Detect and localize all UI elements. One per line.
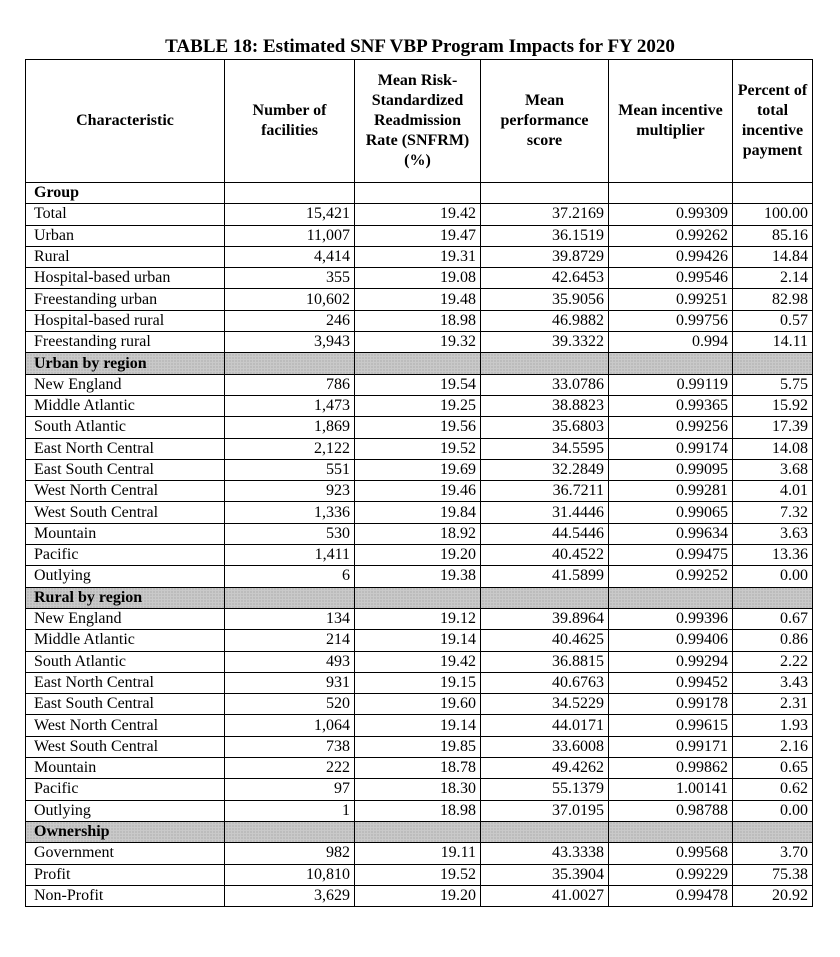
cell-facilities: 222 (225, 758, 355, 779)
cell-performance-score: 36.8815 (481, 651, 609, 672)
cell-characteristic: Mountain (26, 523, 225, 544)
table-row (26, 843, 813, 864)
cell-percent-payment: 3.43 (733, 672, 813, 693)
cell-incentive-multiplier: 0.99426 (609, 246, 733, 267)
cell-facilities: 551 (225, 459, 355, 480)
empty-cell (225, 587, 355, 608)
cell-snfrm: 18.98 (355, 310, 481, 331)
cell-performance-score: 41.5899 (481, 566, 609, 587)
cell-facilities: 1,336 (225, 502, 355, 523)
header-characteristic: Characteristic (26, 60, 225, 183)
cell-performance-score: 43.3338 (481, 843, 609, 864)
cell-facilities: 214 (225, 630, 355, 651)
cell-performance-score: 32.2849 (481, 459, 609, 480)
cell-snfrm: 19.08 (355, 268, 481, 289)
table-row (26, 758, 813, 779)
cell-performance-score: 37.2169 (481, 204, 609, 225)
cell-performance-score: 39.3322 (481, 332, 609, 353)
cell-performance-score: 36.7211 (481, 481, 609, 502)
cell-incentive-multiplier: 0.99119 (609, 374, 733, 395)
cell-characteristic: West South Central (26, 736, 225, 757)
empty-cell (481, 821, 609, 842)
empty-cell (355, 183, 481, 204)
cell-percent-payment: 4.01 (733, 481, 813, 502)
cell-incentive-multiplier: 0.99252 (609, 566, 733, 587)
cell-percent-payment: 14.08 (733, 438, 813, 459)
cell-characteristic: Government (26, 843, 225, 864)
cell-snfrm: 19.32 (355, 332, 481, 353)
cell-incentive-multiplier: 0.99452 (609, 672, 733, 693)
table-row (26, 459, 813, 480)
cell-characteristic: New England (26, 374, 225, 395)
cell-incentive-multiplier: 0.99065 (609, 502, 733, 523)
cell-incentive-multiplier: 0.99229 (609, 864, 733, 885)
cell-snfrm: 19.54 (355, 374, 481, 395)
cell-percent-payment: 1.93 (733, 715, 813, 736)
cell-performance-score: 35.6803 (481, 417, 609, 438)
cell-incentive-multiplier: 0.994 (609, 332, 733, 353)
empty-cell (733, 353, 813, 374)
cell-incentive-multiplier: 0.99475 (609, 545, 733, 566)
cell-characteristic: New England (26, 608, 225, 629)
cell-characteristic: East South Central (26, 459, 225, 480)
cell-facilities: 1,064 (225, 715, 355, 736)
header-number-of-facilities: Number of facilities (225, 60, 355, 183)
cell-incentive-multiplier: 1.00141 (609, 779, 733, 800)
table-row (26, 651, 813, 672)
cell-incentive-multiplier: 0.98788 (609, 800, 733, 821)
cell-incentive-multiplier: 0.99568 (609, 843, 733, 864)
cell-performance-score: 40.6763 (481, 672, 609, 693)
cell-incentive-multiplier: 0.99756 (609, 310, 733, 331)
cell-facilities: 3,943 (225, 332, 355, 353)
cell-snfrm: 19.48 (355, 289, 481, 310)
cell-percent-payment: 0.65 (733, 758, 813, 779)
empty-cell (481, 183, 609, 204)
cell-snfrm: 19.85 (355, 736, 481, 757)
cell-characteristic: South Atlantic (26, 417, 225, 438)
section-header-row (26, 183, 813, 204)
cell-performance-score: 46.9882 (481, 310, 609, 331)
cell-incentive-multiplier: 0.99406 (609, 630, 733, 651)
cell-facilities: 97 (225, 779, 355, 800)
cell-snfrm: 19.20 (355, 885, 481, 906)
empty-cell (225, 821, 355, 842)
header-mean-snfrm: Mean Risk-Standardized Readmission Rate (SNFRM) (%) (355, 60, 481, 183)
cell-characteristic: Mountain (26, 758, 225, 779)
cell-percent-payment: 0.00 (733, 566, 813, 587)
cell-performance-score: 36.1519 (481, 225, 609, 246)
cell-facilities: 1,473 (225, 395, 355, 416)
cell-snfrm: 19.11 (355, 843, 481, 864)
cell-incentive-multiplier: 0.99095 (609, 459, 733, 480)
cell-incentive-multiplier: 0.99309 (609, 204, 733, 225)
cell-performance-score: 44.0171 (481, 715, 609, 736)
cell-facilities: 15,421 (225, 204, 355, 225)
header-mean-incentive-multiplier: Mean incentive multiplier (609, 60, 733, 183)
table-row (26, 395, 813, 416)
cell-incentive-multiplier: 0.99862 (609, 758, 733, 779)
cell-facilities: 530 (225, 523, 355, 544)
cell-facilities: 3,629 (225, 885, 355, 906)
table-row (26, 289, 813, 310)
cell-snfrm: 19.12 (355, 608, 481, 629)
cell-percent-payment: 13.36 (733, 545, 813, 566)
cell-performance-score: 42.6453 (481, 268, 609, 289)
table-row (26, 672, 813, 693)
table-row (26, 800, 813, 821)
cell-facilities: 355 (225, 268, 355, 289)
cell-characteristic: Middle Atlantic (26, 630, 225, 651)
cell-facilities: 6 (225, 566, 355, 587)
cell-facilities: 931 (225, 672, 355, 693)
cell-performance-score: 34.5229 (481, 694, 609, 715)
cell-snfrm: 19.38 (355, 566, 481, 587)
cell-percent-payment: 5.75 (733, 374, 813, 395)
cell-characteristic: West North Central (26, 715, 225, 736)
cell-incentive-multiplier: 0.99478 (609, 885, 733, 906)
cell-characteristic: Hospital-based rural (26, 310, 225, 331)
cell-snfrm: 19.14 (355, 715, 481, 736)
cell-characteristic: West South Central (26, 502, 225, 523)
cell-percent-payment: 0.86 (733, 630, 813, 651)
empty-cell (355, 821, 481, 842)
cell-percent-payment: 15.92 (733, 395, 813, 416)
cell-snfrm: 19.52 (355, 864, 481, 885)
cell-characteristic: Outlying (26, 566, 225, 587)
cell-facilities: 10,602 (225, 289, 355, 310)
cell-characteristic: South Atlantic (26, 651, 225, 672)
cell-percent-payment: 2.31 (733, 694, 813, 715)
cell-percent-payment: 7.32 (733, 502, 813, 523)
cell-performance-score: 33.0786 (481, 374, 609, 395)
table-row (26, 885, 813, 906)
table-row (26, 523, 813, 544)
cell-characteristic: Freestanding rural (26, 332, 225, 353)
cell-percent-payment: 20.92 (733, 885, 813, 906)
cell-percent-payment: 75.38 (733, 864, 813, 885)
cell-incentive-multiplier: 0.99615 (609, 715, 733, 736)
cell-snfrm: 19.15 (355, 672, 481, 693)
empty-cell (733, 821, 813, 842)
cell-percent-payment: 3.70 (733, 843, 813, 864)
section-name: Group (26, 183, 225, 204)
cell-incentive-multiplier: 0.99281 (609, 481, 733, 502)
cell-snfrm: 19.20 (355, 545, 481, 566)
section-header-row (26, 821, 813, 842)
cell-snfrm: 19.14 (355, 630, 481, 651)
cell-incentive-multiplier: 0.99251 (609, 289, 733, 310)
cell-facilities: 493 (225, 651, 355, 672)
table-row (26, 481, 813, 502)
cell-percent-payment: 100.00 (733, 204, 813, 225)
empty-cell (609, 821, 733, 842)
cell-percent-payment: 0.57 (733, 310, 813, 331)
cell-percent-payment: 14.11 (733, 332, 813, 353)
table-row (26, 566, 813, 587)
cell-facilities: 4,414 (225, 246, 355, 267)
table-row (26, 225, 813, 246)
cell-facilities: 982 (225, 843, 355, 864)
section-header-row (26, 587, 813, 608)
cell-characteristic: Freestanding urban (26, 289, 225, 310)
cell-snfrm: 19.42 (355, 651, 481, 672)
table-row (26, 310, 813, 331)
cell-percent-payment: 2.22 (733, 651, 813, 672)
table-row (26, 779, 813, 800)
table-row (26, 204, 813, 225)
cell-percent-payment: 2.14 (733, 268, 813, 289)
header-mean-performance-score: Mean performance score (481, 60, 609, 183)
cell-facilities: 786 (225, 374, 355, 395)
empty-cell (355, 587, 481, 608)
table-row (26, 608, 813, 629)
cell-performance-score: 39.8964 (481, 608, 609, 629)
empty-cell (609, 587, 733, 608)
cell-facilities: 246 (225, 310, 355, 331)
cell-incentive-multiplier: 0.99546 (609, 268, 733, 289)
table-row (26, 332, 813, 353)
section-name: Ownership (26, 821, 225, 842)
cell-percent-payment: 3.68 (733, 459, 813, 480)
cell-snfrm: 19.46 (355, 481, 481, 502)
header-percent-incentive-payment: Percent of total incentive payment (733, 60, 813, 183)
cell-incentive-multiplier: 0.99262 (609, 225, 733, 246)
cell-snfrm: 19.69 (355, 459, 481, 480)
table-row (26, 268, 813, 289)
cell-performance-score: 37.0195 (481, 800, 609, 821)
table-row (26, 715, 813, 736)
table-row (26, 736, 813, 757)
cell-snfrm: 18.30 (355, 779, 481, 800)
table-row (26, 864, 813, 885)
cell-snfrm: 19.84 (355, 502, 481, 523)
cell-snfrm: 19.25 (355, 395, 481, 416)
empty-cell (481, 587, 609, 608)
table-title: TABLE 18: Estimated SNF VBP Program Impacts for FY 2020 (165, 36, 675, 57)
cell-percent-payment: 0.00 (733, 800, 813, 821)
empty-cell (609, 353, 733, 374)
cell-characteristic: Outlying (26, 800, 225, 821)
section-name: Rural by region (26, 587, 225, 608)
cell-facilities: 2,122 (225, 438, 355, 459)
table-header (26, 60, 813, 183)
cell-snfrm: 19.31 (355, 246, 481, 267)
cell-performance-score: 41.0027 (481, 885, 609, 906)
cell-facilities: 1 (225, 800, 355, 821)
table-row (26, 417, 813, 438)
cell-performance-score: 40.4625 (481, 630, 609, 651)
cell-percent-payment: 17.39 (733, 417, 813, 438)
cell-incentive-multiplier: 0.99174 (609, 438, 733, 459)
cell-performance-score: 49.4262 (481, 758, 609, 779)
cell-percent-payment: 82.98 (733, 289, 813, 310)
cell-characteristic: East North Central (26, 438, 225, 459)
cell-characteristic: Profit (26, 864, 225, 885)
cell-incentive-multiplier: 0.99294 (609, 651, 733, 672)
cell-characteristic: Rural (26, 246, 225, 267)
cell-incentive-multiplier: 0.99365 (609, 395, 733, 416)
cell-performance-score: 35.9056 (481, 289, 609, 310)
cell-percent-payment: 14.84 (733, 246, 813, 267)
cell-snfrm: 19.42 (355, 204, 481, 225)
cell-percent-payment: 0.67 (733, 608, 813, 629)
cell-facilities: 738 (225, 736, 355, 757)
cell-characteristic: East South Central (26, 694, 225, 715)
cell-facilities: 923 (225, 481, 355, 502)
header-row (26, 60, 813, 183)
cell-snfrm: 18.98 (355, 800, 481, 821)
cell-performance-score: 31.4446 (481, 502, 609, 523)
cell-incentive-multiplier: 0.99634 (609, 523, 733, 544)
impacts-table (25, 59, 813, 907)
cell-performance-score: 33.6008 (481, 736, 609, 757)
cell-performance-score: 39.8729 (481, 246, 609, 267)
empty-cell (609, 183, 733, 204)
cell-incentive-multiplier: 0.99396 (609, 608, 733, 629)
cell-facilities: 11,007 (225, 225, 355, 246)
empty-cell (481, 353, 609, 374)
cell-facilities: 520 (225, 694, 355, 715)
cell-performance-score: 44.5446 (481, 523, 609, 544)
cell-facilities: 134 (225, 608, 355, 629)
empty-cell (225, 353, 355, 374)
cell-characteristic: West North Central (26, 481, 225, 502)
cell-percent-payment: 3.63 (733, 523, 813, 544)
cell-performance-score: 55.1379 (481, 779, 609, 800)
empty-cell (355, 353, 481, 374)
table-body (26, 183, 813, 907)
cell-characteristic: Urban (26, 225, 225, 246)
section-name: Urban by region (26, 353, 225, 374)
cell-characteristic: Hospital-based urban (26, 268, 225, 289)
table-row (26, 502, 813, 523)
cell-characteristic: Pacific (26, 545, 225, 566)
cell-snfrm: 19.56 (355, 417, 481, 438)
cell-percent-payment: 2.16 (733, 736, 813, 757)
cell-characteristic: East North Central (26, 672, 225, 693)
cell-incentive-multiplier: 0.99171 (609, 736, 733, 757)
cell-facilities: 1,869 (225, 417, 355, 438)
cell-performance-score: 35.3904 (481, 864, 609, 885)
cell-performance-score: 40.4522 (481, 545, 609, 566)
table-row (26, 630, 813, 651)
cell-snfrm: 19.60 (355, 694, 481, 715)
empty-cell (225, 183, 355, 204)
table-row (26, 374, 813, 395)
cell-percent-payment: 0.62 (733, 779, 813, 800)
table-row (26, 438, 813, 459)
empty-cell (733, 587, 813, 608)
cell-snfrm: 18.78 (355, 758, 481, 779)
cell-incentive-multiplier: 0.99178 (609, 694, 733, 715)
cell-snfrm: 19.47 (355, 225, 481, 246)
cell-percent-payment: 85.16 (733, 225, 813, 246)
table-row (26, 545, 813, 566)
cell-snfrm: 19.52 (355, 438, 481, 459)
cell-characteristic: Middle Atlantic (26, 395, 225, 416)
cell-characteristic: Non-Profit (26, 885, 225, 906)
cell-incentive-multiplier: 0.99256 (609, 417, 733, 438)
cell-characteristic: Total (26, 204, 225, 225)
cell-facilities: 10,810 (225, 864, 355, 885)
cell-performance-score: 34.5595 (481, 438, 609, 459)
cell-performance-score: 38.8823 (481, 395, 609, 416)
table-row (26, 246, 813, 267)
cell-snfrm: 18.92 (355, 523, 481, 544)
cell-characteristic: Pacific (26, 779, 225, 800)
cell-facilities: 1,411 (225, 545, 355, 566)
section-header-row (26, 353, 813, 374)
empty-cell (733, 183, 813, 204)
table-row (26, 694, 813, 715)
